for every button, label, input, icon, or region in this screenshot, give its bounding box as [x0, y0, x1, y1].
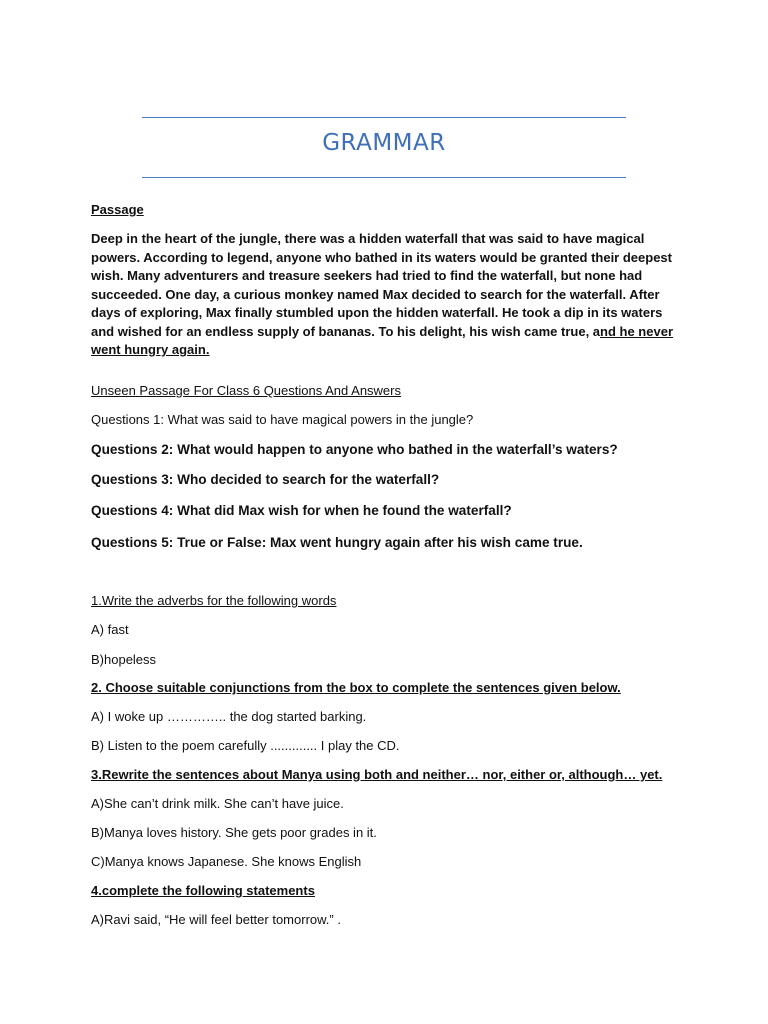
exercise-4-item-a: A)Ravi said, “He will feel better tomorrow.” . [91, 912, 341, 927]
exercise-2-item-b: B) Listen to the poem carefully ............. I play the CD. [91, 738, 400, 753]
exercise-1-heading: 1.Write the adverbs for the following words [91, 593, 337, 608]
title-rule-bottom [142, 177, 626, 178]
exercise-3-item-a: A)She can’t drink milk. She can’t have juice. [91, 796, 344, 811]
exercise-1-item-a: A) fast [91, 622, 129, 637]
passage-text [91, 230, 677, 360]
title-rule-top [142, 117, 626, 118]
exercise-3-item-b: B)Manya loves history. She gets poor grades in it. [91, 825, 377, 840]
question-1: Questions 1: What was said to have magical powers in the jungle? [91, 412, 474, 427]
exercise-3-heading: 3.Rewrite the sentences about Manya using both and neither… nor, either or, although… yet. [91, 767, 663, 782]
exercise-2-item-a: A) I woke up ………….. the dog started barking. [91, 709, 367, 724]
exercise-4-heading: 4.complete the following statements [91, 883, 315, 898]
passage-body: Deep in the heart of the jungle, there was a hidden waterfall that was said to have magical powers. According to legend, anyone who bathed in its waters would be granted their deepest wish. Many adventurers and treasure seekers had tried to find the waterfall, but none had succeeded. One day, a curious monkey named Max decided to search for the waterfall. After days of exploring, Max finally stumbled upon the hidden waterfall. He took a dip in its waters and wished for an endless supply of bananas. To his delight, his wish came true, a [91, 231, 672, 339]
question-4: Questions 4: What did Max wish for when he found the waterfall? [91, 503, 512, 518]
exercise-2-heading: 2. Choose suitable conjunctions from the box to complete the sentences given below. [91, 680, 621, 695]
exercise-1-item-b: B)hopeless [91, 652, 157, 667]
question-5: Questions 5: True or False: Max went hungry again after his wish came true. [91, 535, 583, 550]
passage-heading: Passage [91, 202, 144, 217]
exercise-3-item-c: C)Manya knows Japanese. She knows English [91, 854, 362, 869]
questions-heading: Unseen Passage For Class 6 Questions And Answers [91, 383, 401, 398]
question-3: Questions 3: Who decided to search for the waterfall? [91, 472, 440, 487]
passage-body-underlined: nd he never went hungry again. [91, 323, 673, 357]
question-2: Questions 2: What would happen to anyone who bathed in the waterfall’s waters? [91, 442, 618, 457]
page-title: GRAMMAR [322, 130, 446, 156]
